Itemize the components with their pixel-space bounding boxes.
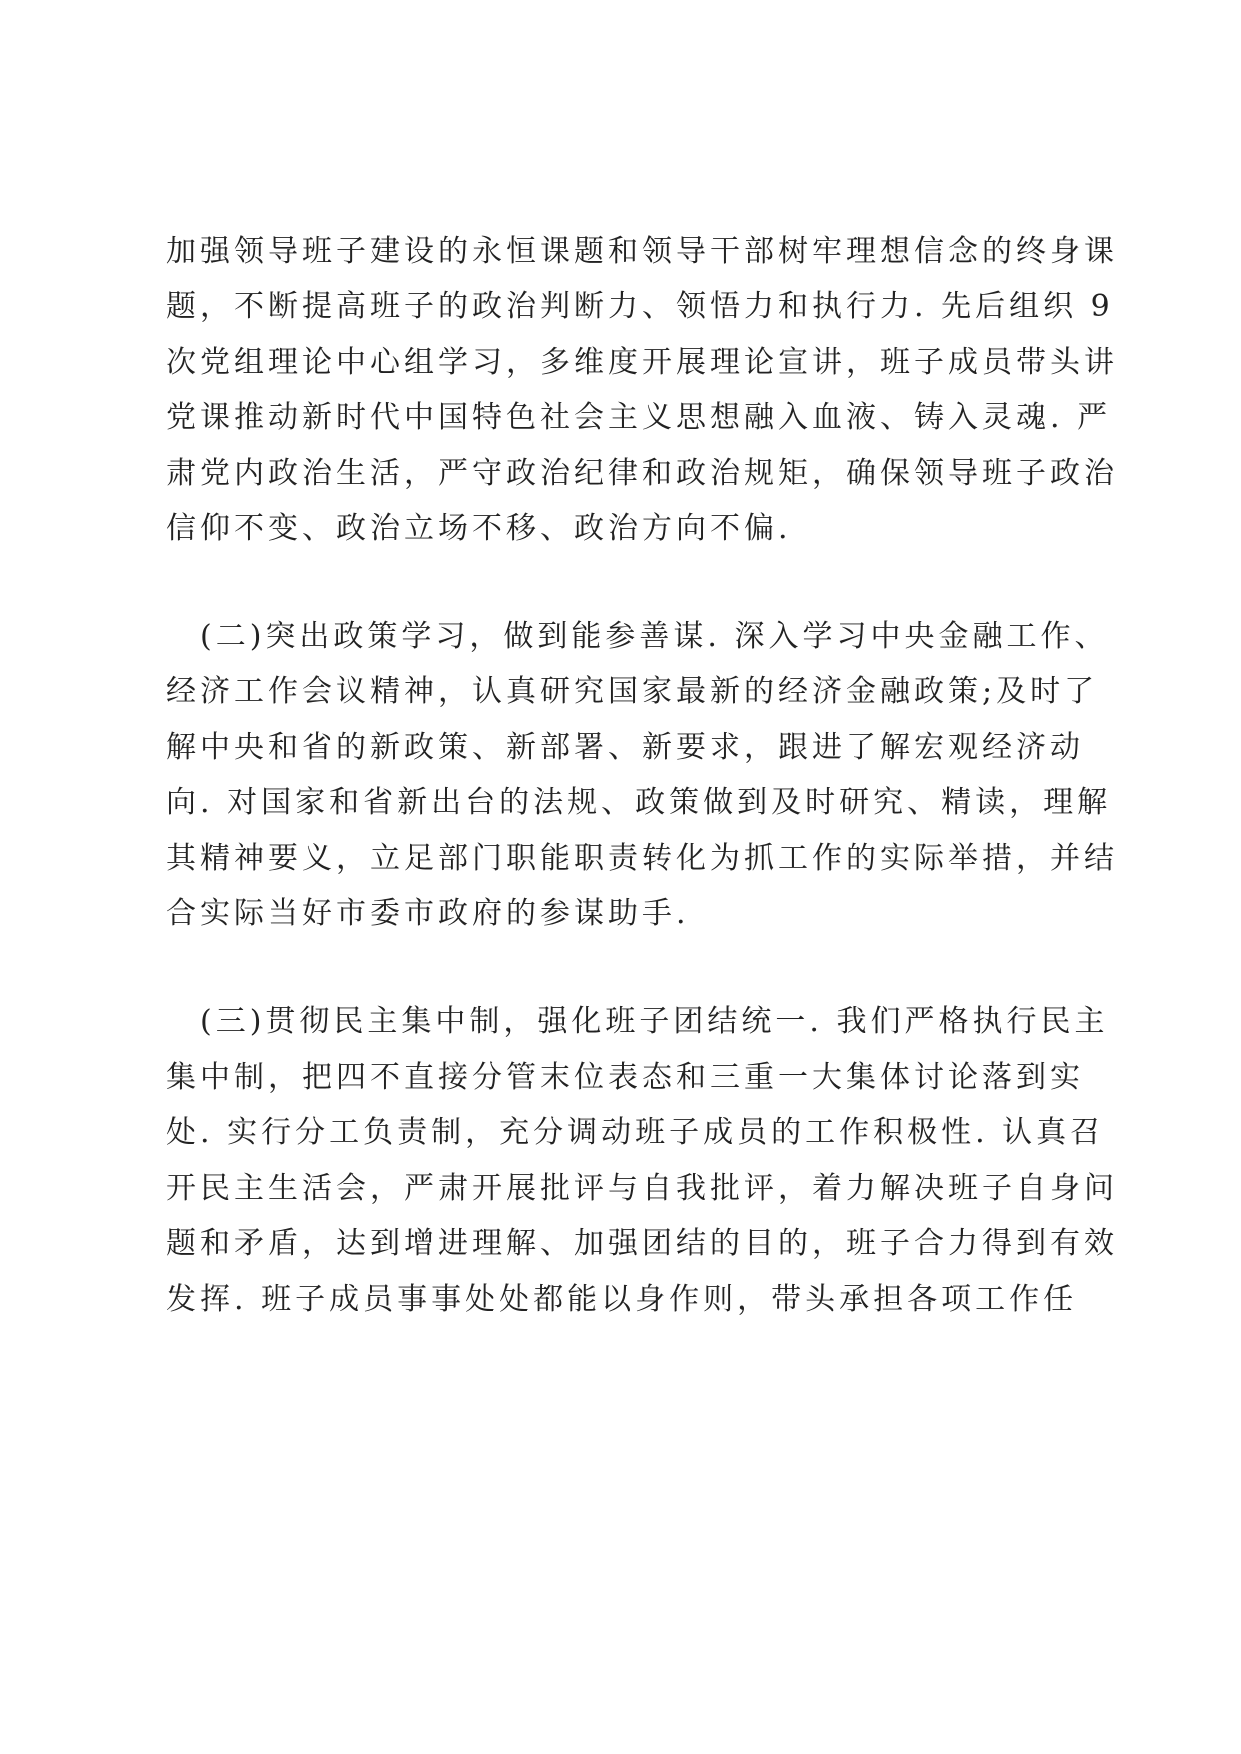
paragraph-3-line-4: 开民主生活会，严肃开展批评与自我批评，着力解决班子自身问 bbox=[166, 1171, 1118, 1206]
paragraph-2-line-3: 解中央和省的新政策、新部署、新要求，跟进了解宏观经济动 bbox=[166, 730, 1084, 765]
paragraph-2-line-6: 合实际当好市委市政府的参谋助手. bbox=[166, 896, 690, 931]
paragraph-3-line-5: 题和矛盾，达到增进理解、加强团结的目的，班子合力得到有效 bbox=[166, 1226, 1118, 1261]
paragraph-3-line-1: (三)贯彻民主集中制，强化班子团结统一. 我们严格执行民主 bbox=[200, 1004, 1109, 1039]
paragraph-2-line-4: 向. 对国家和省新出台的法规、政策做到及时研究、精读，理解 bbox=[166, 785, 1112, 820]
paragraph-1-line-2: 题，不断提高班子的政治判断力、领悟力和执行力. 先后组织 9 bbox=[166, 289, 1114, 324]
paragraph-3-line-3: 处. 实行分工负责制，充分调动班子成员的工作积极性. 认真召 bbox=[166, 1115, 1105, 1150]
paragraph-1-line-1: 加强领导班子建设的永恒课题和领导干部树牢理想信念的终身课 bbox=[166, 234, 1118, 269]
paragraph-2-line-1: (二)突出政策学习，做到能参善谋. 深入学习中央金融工作、 bbox=[200, 619, 1109, 654]
paragraph-3-line-2: 集中制，把四不直接分管末位表态和三重一大集体讨论落到实 bbox=[166, 1060, 1084, 1095]
paragraph-3-line-6: 发挥. 班子成员事事处处都能以身作则，带头承担各项工作任 bbox=[166, 1282, 1078, 1317]
paragraph-1-line-4: 党课推动新时代中国特色社会主义思想融入血液、铸入灵魂. 严 bbox=[166, 400, 1112, 435]
paragraph-1-line-5: 肃党内政治生活，严守政治纪律和政治规矩，确保领导班子政治 bbox=[166, 456, 1118, 491]
paragraph-1-line-6: 信仰不变、政治立场不移、政治方向不偏. bbox=[166, 511, 792, 546]
paragraph-2-line-5: 其精神要义，立足部门职能职责转化为抓工作的实际举措，并结 bbox=[166, 841, 1118, 876]
paragraph-2-line-2: 经济工作会议精神，认真研究国家最新的经济金融政策;及时了 bbox=[166, 674, 1099, 709]
paragraph-1-line-3: 次党组理论中心组学习，多维度开展理论宣讲，班子成员带头讲 bbox=[166, 345, 1118, 380]
